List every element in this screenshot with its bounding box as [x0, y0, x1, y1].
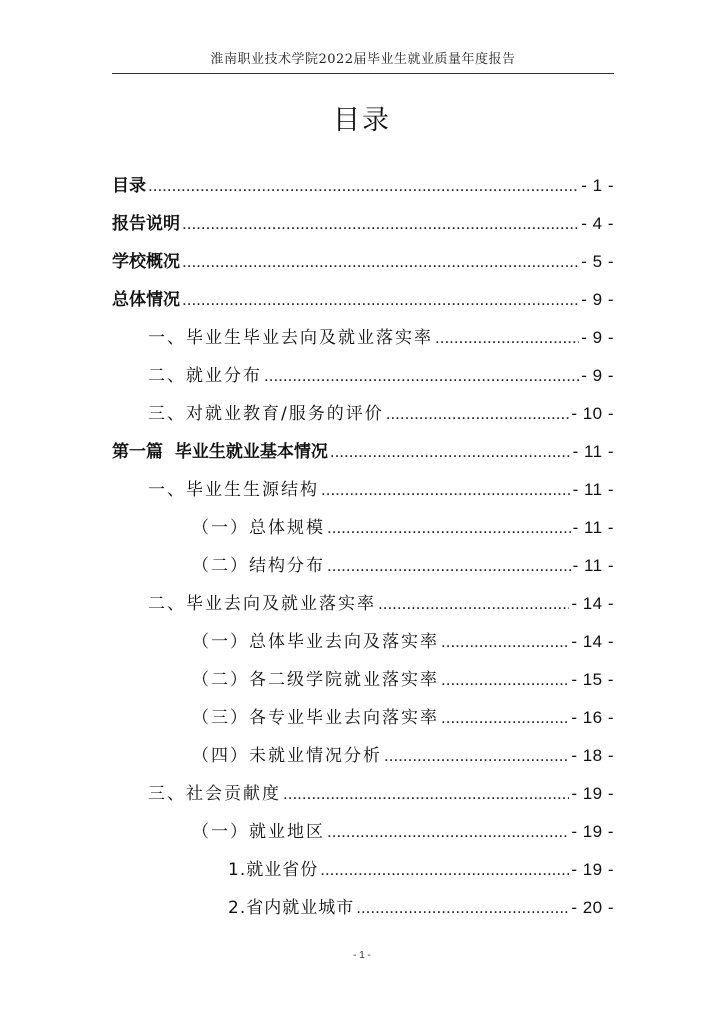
toc-leader-dots	[321, 480, 571, 500]
toc-entry-title: （二）结构分布	[192, 556, 325, 576]
toc-entry-page: - 9 -	[581, 290, 614, 309]
toc-entry-page: - 11 -	[572, 556, 614, 575]
toc-entry[interactable]	[112, 247, 614, 283]
toc-leader-dots	[264, 366, 579, 386]
toc-entry[interactable]	[192, 513, 614, 549]
toc-leader-dots	[384, 746, 569, 766]
page-number-footer: - 1 -	[353, 950, 371, 961]
toc-entry-title: 目录	[112, 176, 146, 196]
toc-leader-dots	[148, 176, 579, 196]
toc-entry-title: 一、毕业生毕业去向及就业落实率	[148, 328, 433, 348]
toc-entry-page: - 1 -	[581, 176, 614, 195]
toc-leader-dots	[378, 594, 569, 614]
toc-entry-page: - 11 -	[572, 442, 614, 461]
toc-entry-title: 学校概况	[112, 252, 180, 272]
toc-entry-title: （一）总体毕业去向及落实率	[192, 632, 439, 652]
toc-entry[interactable]	[148, 323, 614, 359]
toc-entry[interactable]	[228, 893, 614, 929]
toc-entry-page: - 11 -	[572, 480, 614, 499]
toc-entry[interactable]	[228, 855, 614, 891]
toc-entry[interactable]	[112, 437, 614, 473]
toc-entry[interactable]	[192, 627, 614, 663]
toc-entry[interactable]	[148, 589, 614, 625]
toc-leader-dots	[182, 214, 579, 234]
toc-entry-page: - 5 -	[581, 252, 614, 271]
toc-entry-page: - 9 -	[581, 366, 614, 385]
toc-entry[interactable]	[112, 209, 614, 245]
toc-entry-title: （二）各二级学院就业落实率	[192, 670, 439, 690]
toc-entry[interactable]	[192, 665, 614, 701]
toc-leader-dots	[327, 556, 571, 576]
toc-entry[interactable]	[148, 779, 614, 815]
toc-leader-dots	[182, 252, 579, 272]
toc-entry[interactable]	[148, 399, 614, 435]
toc-entry[interactable]	[192, 741, 614, 777]
toc-leader-dots	[441, 708, 569, 728]
toc-entry-title: （一）总体规模	[192, 518, 325, 538]
toc-leader-dots	[435, 328, 579, 348]
toc-entry-title: （四）未就业情况分析	[192, 746, 382, 766]
toc-entry-page: - 14 -	[571, 632, 614, 651]
toc-entry-page: - 10 -	[571, 404, 614, 423]
toc-entry-title: 二、毕业去向及就业落实率	[148, 594, 376, 614]
toc-entry[interactable]	[148, 475, 614, 511]
toc-entry-page: - 4 -	[581, 214, 614, 233]
toc-leader-dots	[327, 518, 571, 538]
toc-leader-dots	[283, 784, 569, 804]
toc-entry-page: - 19 -	[571, 784, 614, 803]
toc-entry-page: - 18 -	[571, 746, 614, 765]
toc-entry-title: 1.就业省份	[228, 860, 319, 880]
toc-entry[interactable]	[112, 285, 614, 321]
toc-leader-dots	[320, 860, 569, 880]
toc-leader-dots	[386, 404, 570, 424]
toc-entry-page: - 11 -	[572, 518, 614, 537]
toc-entry[interactable]	[192, 551, 614, 587]
toc-entry-title: 一、毕业生生源结构	[148, 480, 319, 500]
toc-leader-dots	[441, 670, 569, 690]
toc-entry[interactable]	[192, 817, 614, 853]
toc-leader-dots	[327, 822, 569, 842]
toc-leader-dots	[356, 898, 569, 918]
toc-entry[interactable]	[192, 703, 614, 739]
toc-entry-page: - 19 -	[571, 860, 614, 879]
toc-entry-page: - 16 -	[571, 708, 614, 727]
toc-leader-dots	[330, 442, 571, 462]
toc-entry-title: 总体情况	[112, 290, 180, 310]
toc-entry-title: （一）就业地区	[192, 822, 325, 842]
toc-entry-page: - 15 -	[571, 670, 614, 689]
toc-entry-title: （三）各专业毕业去向落实率	[192, 708, 439, 728]
toc-entry[interactable]	[112, 171, 614, 207]
toc-entry-title: 三、对就业教育/服务的评价	[148, 404, 384, 424]
toc-entry-page: - 19 -	[571, 822, 614, 841]
toc-entry-title: 二、就业分布	[148, 366, 262, 386]
toc-leader-dots	[182, 290, 579, 310]
toc-entry[interactable]	[148, 361, 614, 397]
toc-leader-dots	[441, 632, 569, 652]
toc-entry-page: - 9 -	[581, 328, 614, 347]
toc-entry-title: 第一篇 毕业生就业基本情况	[112, 442, 328, 462]
toc-entry-title: 报告说明	[112, 214, 180, 234]
page-title: 目录	[333, 105, 391, 136]
toc-entry-title: 2.省内就业城市	[228, 898, 355, 918]
toc-entry-page: - 20 -	[571, 898, 614, 917]
running-header: 淮南职业技术学院2022届毕业生就业质量年度报告	[112, 48, 614, 74]
toc-entry-title: 三、社会贡献度	[148, 784, 281, 804]
toc-entry-page: - 14 -	[571, 594, 614, 613]
